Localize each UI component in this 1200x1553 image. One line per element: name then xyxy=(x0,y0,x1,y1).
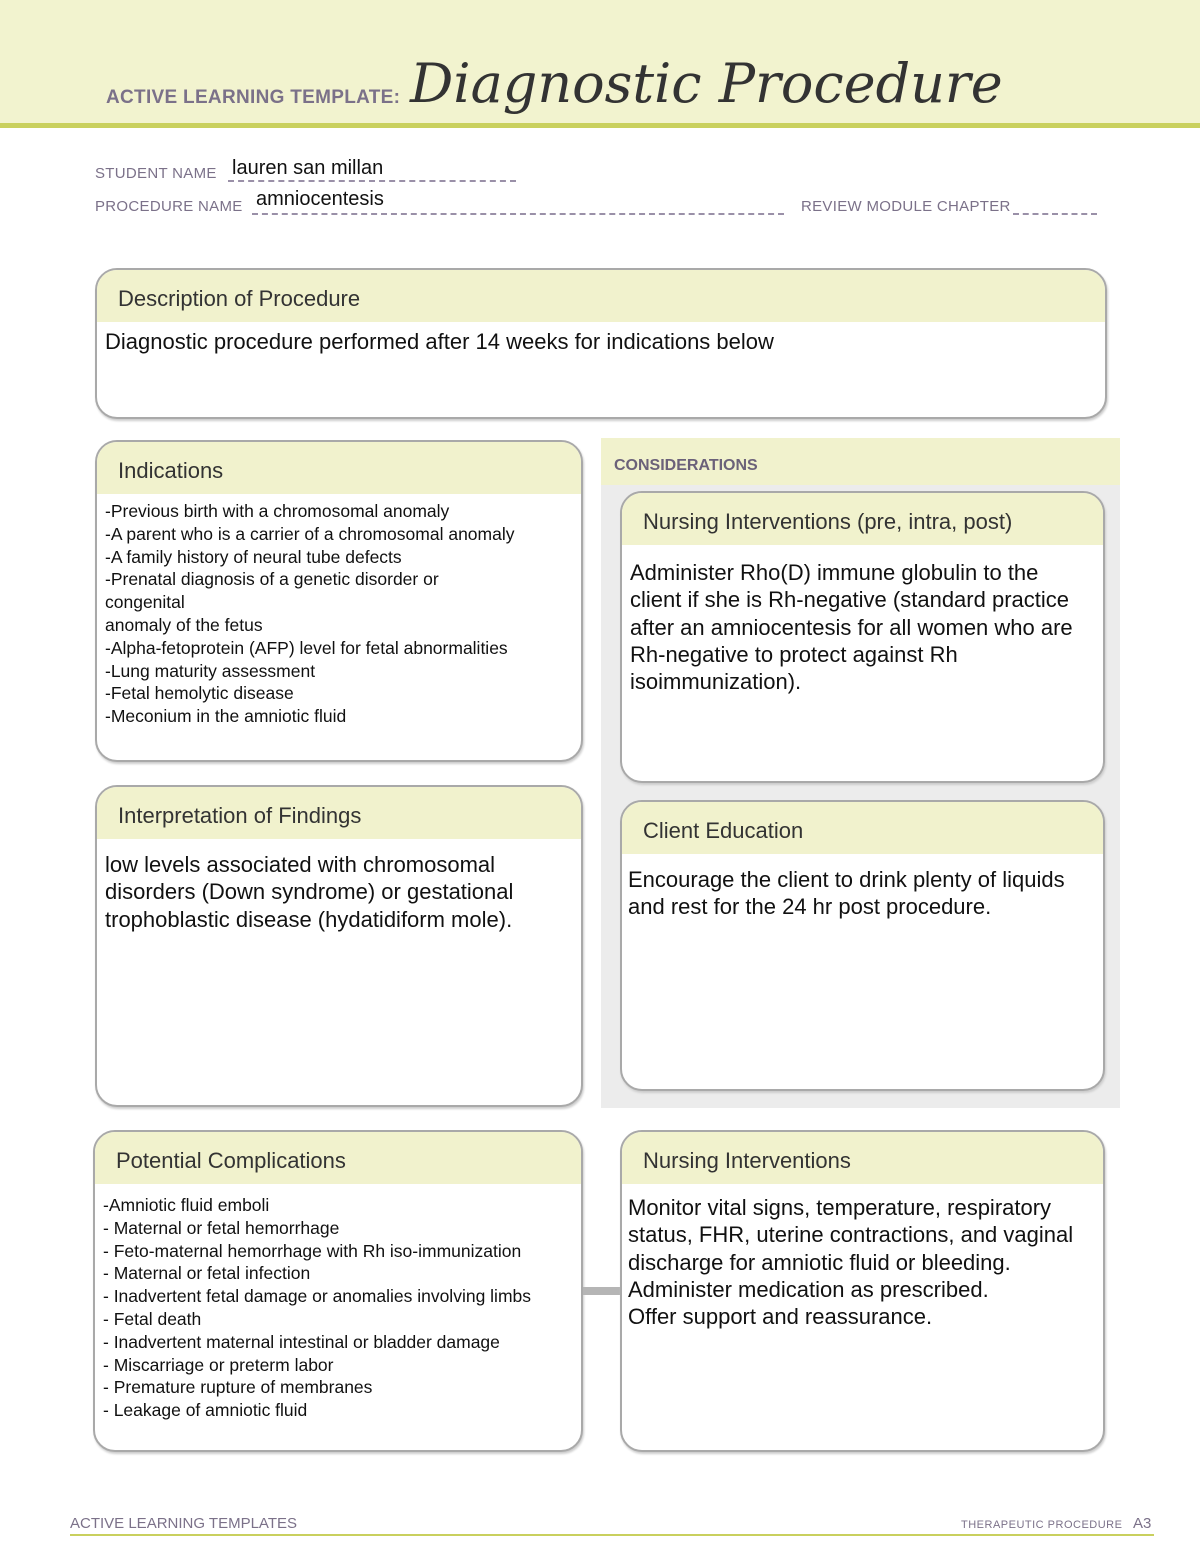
description-text: Diagnostic procedure performed after 14 weeks for indications below xyxy=(105,329,774,354)
interpretation-title: Interpretation of Findings xyxy=(97,787,581,839)
interpretation-text: low levels associated with chromosomal disorders (Down syndrome) or gestational trophoblastic disease (hydatidiform mole). xyxy=(105,852,514,932)
list-item: -A family history of neural tube defects xyxy=(105,546,402,567)
list-item: Monitor vital signs, temperature, respiratory status, FHR, uterine contractions, and vaginal discharge for amniotic fluid or bleeding. xyxy=(628,1195,1074,1275)
footer-left: ACTIVE LEARNING TEMPLATES xyxy=(70,1515,297,1532)
list-item: - Inadvertent maternal intestinal or bladder damage xyxy=(103,1331,500,1352)
list-item: -Prenatal diagnosis of a genetic disorder or xyxy=(105,569,439,590)
list-item: -A parent who is a carrier of a chromosomal anomaly xyxy=(105,523,515,544)
list-item: anomaly of the fetus xyxy=(105,614,263,635)
list-item: -Previous birth with a chromosomal anomaly xyxy=(105,501,450,521)
nursing-interventions-list xyxy=(622,1184,1103,1336)
client-education-text: Encourage the client to drink plenty of liquids and rest for the 24 hr post procedure. xyxy=(628,867,1065,920)
indications-list xyxy=(97,494,581,734)
nursing-interventions-box xyxy=(620,1130,1105,1452)
complications-box xyxy=(93,1130,583,1452)
list-item: -Lung maturity assessment xyxy=(105,660,316,681)
complications-title: Potential Complications xyxy=(95,1132,581,1184)
student-name-label: STUDENT NAME xyxy=(95,165,217,182)
client-education-title: Client Education xyxy=(622,802,1103,854)
list-item: - Premature rupture of membranes xyxy=(103,1377,373,1398)
description-box xyxy=(95,268,1107,419)
considerations-title: CONSIDERATIONS xyxy=(601,438,1120,485)
nursing-interventions-title: Nursing Interventions xyxy=(622,1132,1103,1184)
list-item: -Alpha-fetoprotein (AFP) level for fetal abnormalities xyxy=(105,637,508,658)
list-item: Offer support and reassurance. xyxy=(628,1304,933,1330)
list-item: - Maternal or fetal infection xyxy=(103,1263,311,1284)
connector xyxy=(583,1287,620,1295)
nursing-pre-title: Nursing Interventions (pre, intra, post) xyxy=(622,493,1103,545)
list-item: - Leakage of amniotic fluid xyxy=(103,1400,308,1421)
list-item: -Amniotic fluid emboli xyxy=(103,1195,270,1215)
list-item: Administer medication as prescribed. xyxy=(628,1276,989,1302)
description-title: Description of Procedure xyxy=(97,270,1105,322)
page-title: Diagnostic Procedure xyxy=(410,52,1003,115)
indications-title: Indications xyxy=(97,442,581,494)
interpretation-box xyxy=(95,785,583,1107)
procedure-name-field[interactable]: amniocentesis xyxy=(256,188,384,210)
procedure-name-label: PROCEDURE NAME xyxy=(95,198,243,215)
nursing-pre-text: Administer Rho(D) immune globulin to the client if she is Rh-negative (standard practice after an amniocentesis for all women who are Rh-negative to protect against Rh isoimmunization). xyxy=(630,560,1073,695)
list-item: -Meconium in the amniotic fluid xyxy=(105,706,347,727)
list-item: - Feto-maternal hemorrhage with Rh iso-immunization xyxy=(103,1240,522,1261)
complications-list xyxy=(95,1184,581,1428)
procedure-name-line xyxy=(252,213,784,215)
list-item: - Fetal death xyxy=(103,1308,202,1329)
indications-box xyxy=(95,440,583,762)
student-name-line xyxy=(228,180,516,182)
client-education-box xyxy=(620,800,1105,1091)
list-item: congenital xyxy=(105,592,185,613)
template-label: ACTIVE LEARNING TEMPLATE: xyxy=(106,87,401,108)
list-item: - Miscarriage or preterm labor xyxy=(103,1354,334,1375)
review-module-label: REVIEW MODULE CHAPTER xyxy=(801,198,1011,215)
student-name-field[interactable]: lauren san millan xyxy=(232,157,384,179)
list-item: -Fetal hemolytic disease xyxy=(105,683,294,704)
list-item: - Inadvertent fetal damage or anomalies involving limbs xyxy=(103,1286,531,1307)
footer-right: THERAPEUTIC PROCEDURE xyxy=(961,1519,1123,1531)
review-module-field[interactable] xyxy=(1013,213,1097,215)
footer-line xyxy=(70,1534,1154,1536)
list-item: - Maternal or fetal hemorrhage xyxy=(103,1217,340,1238)
nursing-pre-box xyxy=(620,491,1105,783)
page-number: A3 xyxy=(1133,1515,1152,1532)
